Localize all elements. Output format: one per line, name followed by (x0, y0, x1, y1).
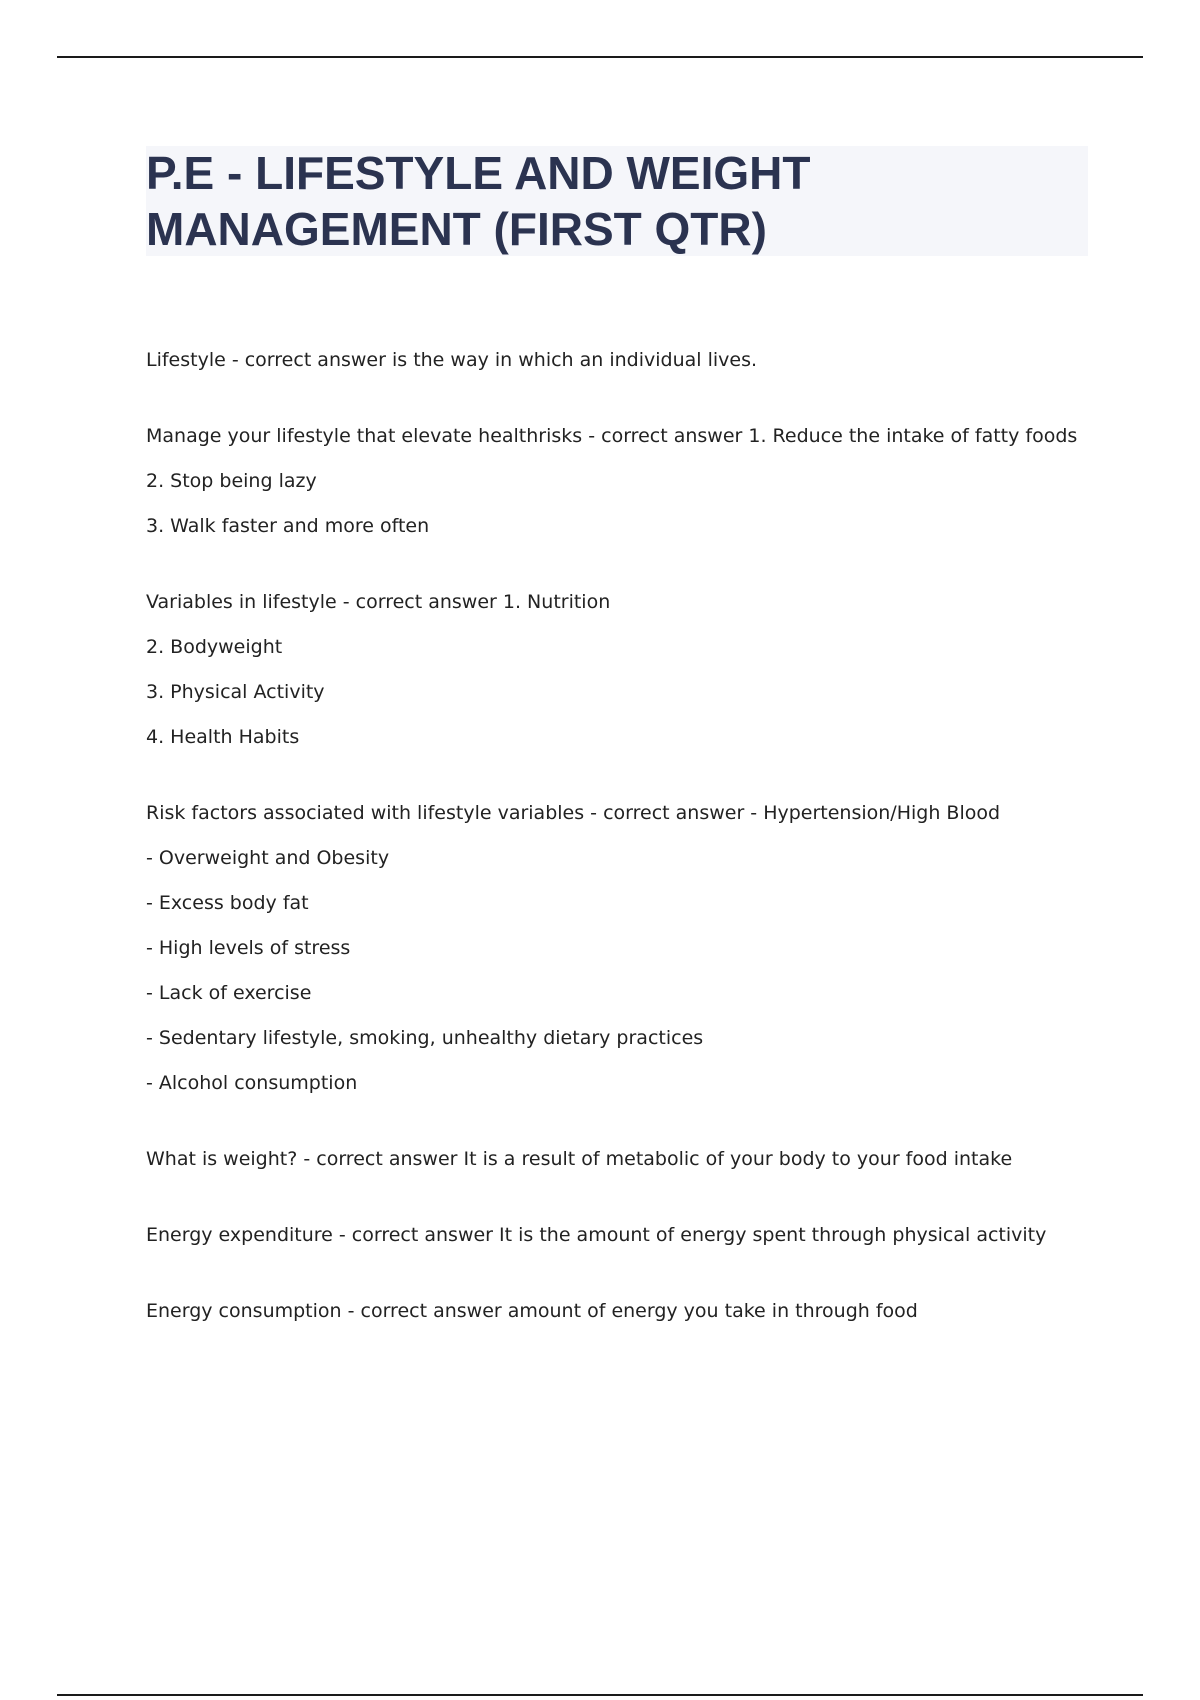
flashcard-entry-energy-consumption (146, 1296, 1086, 1326)
title-line-2: MANAGEMENT (FIRST QTR) (146, 203, 767, 255)
page-title (146, 145, 1086, 257)
entry-line: Energy consumption - correct answer amount of energy you take in through food (146, 1300, 918, 1322)
flashcard-entry-variables (146, 587, 1086, 752)
entry-line: What is weight? - correct answer It is a result of metabolic of your body to your food intake (146, 1148, 1013, 1170)
entry-line: 2. Bodyweight (146, 636, 283, 658)
entry-line: 4. Health Habits (146, 726, 300, 748)
entry-line: 3. Physical Activity (146, 681, 325, 703)
flashcard-entry-lifestyle (146, 345, 1086, 375)
entry-line: - Overweight and Obesity (146, 847, 390, 869)
flashcard-entry-manage-lifestyle (146, 421, 1086, 541)
entry-line: Lifestyle - correct answer is the way in which an individual lives. (146, 349, 758, 371)
flashcard-entry-weight (146, 1144, 1086, 1174)
entry-line: - High levels of stress (146, 937, 351, 959)
entry-line: Risk factors associated with lifestyle variables - correct answer - Hypertension/High Blood (146, 802, 1001, 824)
flashcard-entry-energy-expenditure (146, 1220, 1086, 1250)
entry-line: - Excess body fat (146, 892, 309, 914)
entry-line: - Sedentary lifestyle, smoking, unhealthy dietary practices (146, 1027, 704, 1049)
flashcard-entry-risk-factors (146, 798, 1086, 1098)
entry-line: - Alcohol consumption (146, 1072, 358, 1094)
entry-line: - Lack of exercise (146, 982, 312, 1004)
title-line-1: P.E - LIFESTYLE AND WEIGHT (146, 147, 811, 199)
flashcard-list (146, 345, 1086, 1372)
entry-line: 3. Walk faster and more often (146, 515, 430, 537)
entry-line: 2. Stop being lazy (146, 470, 317, 492)
entry-line: Manage your lifestyle that elevate healthrisks - correct answer 1. Reduce the intake of fatty foods (146, 425, 1078, 447)
top-rule (57, 56, 1143, 58)
entry-line: Energy expenditure - correct answer It is the amount of energy spent through physical activity (146, 1224, 1047, 1246)
entry-line: Variables in lifestyle - correct answer 1. Nutrition (146, 591, 611, 613)
bottom-rule (57, 1694, 1143, 1696)
